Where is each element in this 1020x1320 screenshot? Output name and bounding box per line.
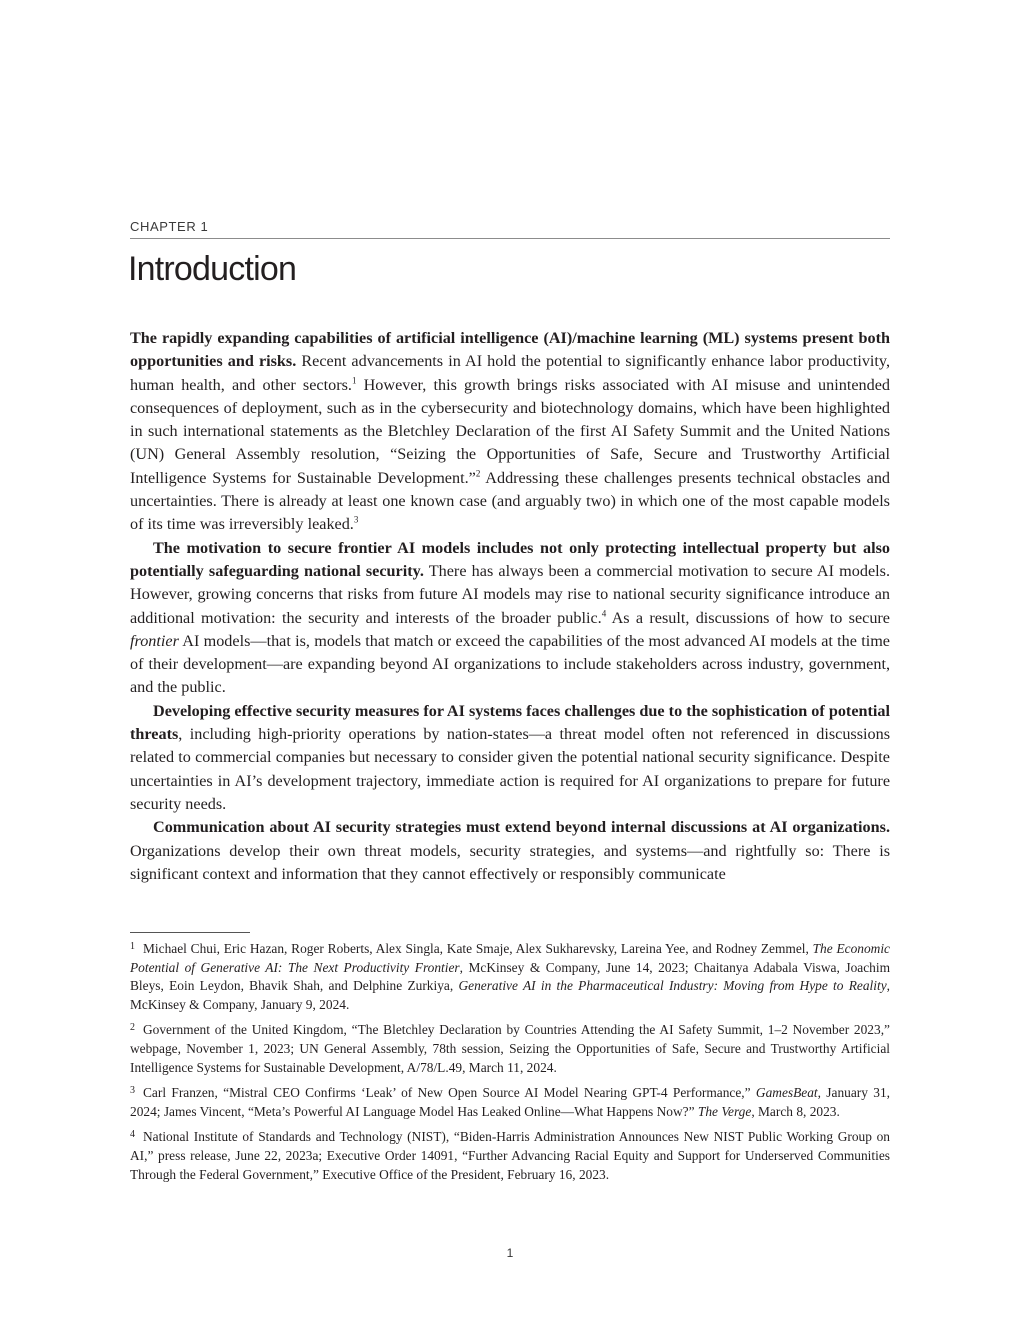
footnote-number: 2 xyxy=(130,1022,135,1034)
footnote-3 xyxy=(130,1084,890,1121)
footnote-text: Michael Chui, Eric Hazan, Roger Roberts, Alex Singla, Kate Smaje, Alex Sukharevsky, Lareina Yee, and Rodney Zemmel, xyxy=(143,941,813,956)
paragraph-3 xyxy=(130,700,890,816)
chapter-title: Introduction xyxy=(128,250,297,288)
emphasis-text: frontier xyxy=(130,631,179,650)
paragraph-1 xyxy=(130,327,890,537)
paragraph-text: AI models—that is, models that match or exceed the capabilities of the most advanced AI models at the time of their development—are expanding beyond AI organizations to include stakeholders across industry, government, and the public. xyxy=(130,631,890,697)
chapter-label: CHAPTER 1 xyxy=(130,219,209,234)
footnote-title: Generative AI in the Pharmaceutical Industry: Moving from Hype to Reality xyxy=(458,978,887,994)
footnote-ref[interactable]: 1 xyxy=(351,375,357,386)
footnote-ref[interactable]: 3 xyxy=(353,514,359,525)
footnote-4 xyxy=(130,1128,890,1184)
footnote-text: National Institute of Standards and Technology (NIST), “Biden-Harris Administration Announces New NIST Public Working Group on AI,” press release, June 22, 2023a; Executive Order 14091, “Further Advancing Racial Equity and Support for Underserved Communities Through the Federal Government,” Executive Office of the President, February 16, 2023. xyxy=(130,1129,890,1182)
paragraph-text: , including high-priority operations by nation-states—a threat model often not referenced in discussions related to commercial companies but necessary to consider given the potential national security significance. Despite uncertainties in AI’s development trajectory, immediate action is required for AI organizations to prepare for future security needs. xyxy=(130,725,890,813)
paragraph-4 xyxy=(130,816,890,886)
footnote-text: , March 8, 2023. xyxy=(751,1103,840,1119)
footnote-text: Government of the United Kingdom, “The Bletchley Declaration by Countries Attending the AI Safety Summit, 1–2 November 2023,” webpage, November 1, 2023; UN General Assembly, 78th session, Seizing the Opportunities of Safe, Secure and Trustworthy Artificial Intelligence Systems for Sustainable Development, A/78/L.49, March 11, 2024. xyxy=(130,1022,890,1075)
paragraph-lead: Communication about AI security strategies must extend beyond internal discussions at AI organizations. xyxy=(153,818,890,837)
footnote-title: The Economic Potential of Generative AI: The Next Productivity Frontier xyxy=(130,941,890,975)
paragraph-lead: Developing effective security measures for AI systems faces challenges due to the sophistication of potential threats xyxy=(130,701,890,744)
footnote-ref[interactable]: 4 xyxy=(601,608,607,619)
paragraph-lead: The motivation to secure frontier AI models includes not only protecting intellectual property but also potentially safeguarding national security. xyxy=(130,538,890,580)
paragraph-text: However, this growth brings risks associated with AI misuse and unintended consequences of deployment, such as in the cybersecurity and biotechnology domains, which have been highlighted in such international statements as the Bletchley Declaration of the first AI Safety Summit and the United Nations (UN) General Assembly resolution, “Seizing the Opportunities of Safe, Secure and Trustworthy Artificial Intelligence Systems for Sustainable Development.” xyxy=(130,375,890,487)
footnote-title: The Verge xyxy=(697,1103,752,1119)
chapter-divider xyxy=(130,238,890,239)
footnote-number: 1 xyxy=(130,941,135,952)
paragraph-text: Organizations develop their own threat models, security strategies, and systems—and rightfully so: There is significant context and information that they cannot effectively or responsibly communicate xyxy=(130,841,890,883)
footnote-text: Carl Franzen, “Mistral CEO Confirms ‘Leak’ of New Open Source AI Model Nearing GPT-4 Performance,” xyxy=(143,1085,756,1101)
footnote-number: 3 xyxy=(130,1085,135,1097)
paragraph-text: There has always been a commercial motivation to secure AI models. However, growing concerns that risks from future AI models may rise to national security significance introduce an additional motivation: the security and interests of the broader public. xyxy=(130,561,890,627)
paragraph-text: Recent advancements in AI hold the potential to significantly enhance labor productivity, human health, and other sectors. xyxy=(130,352,890,394)
footnote-text: , January 31, 2024; James Vincent, “Meta’s Powerful AI Language Model Has Leaked Online—What Happens Now?” xyxy=(130,1085,890,1119)
footnote-number: 4 xyxy=(130,1129,135,1141)
footnote-divider xyxy=(130,932,250,933)
footnotes xyxy=(130,940,890,1191)
paragraph-text: As a result, discussions of how to secure xyxy=(606,608,890,627)
footnote-text: , McKinsey & Company, June 14, 2023; Chaitanya Adabala Viswa, Joachim Bleys, Eoin Leydon, Bhavik Shah, and Delphine Zurkiya, xyxy=(130,959,890,994)
footnote-ref[interactable]: 2 xyxy=(475,468,481,479)
paragraph-lead: The rapidly expanding capabilities of artificial intelligence (AI)/machine learning (ML) systems present both opportunities and risks. xyxy=(130,329,890,371)
footnote-title: GamesBeat xyxy=(755,1085,818,1101)
page-number: 1 xyxy=(506,1246,514,1260)
footnote-text: , McKinsey & Company, January 9, 2024. xyxy=(130,978,890,1012)
body-text xyxy=(130,327,890,886)
paragraph-2 xyxy=(130,537,890,700)
paragraph-text: Addressing these challenges presents technical obstacles and uncertainties. There is already at least one known case (and arguably two) in which one of the most capable models of its time was irreversibly leaked. xyxy=(130,468,891,534)
footnote-1 xyxy=(130,940,890,1014)
footnote-2 xyxy=(130,1021,890,1077)
